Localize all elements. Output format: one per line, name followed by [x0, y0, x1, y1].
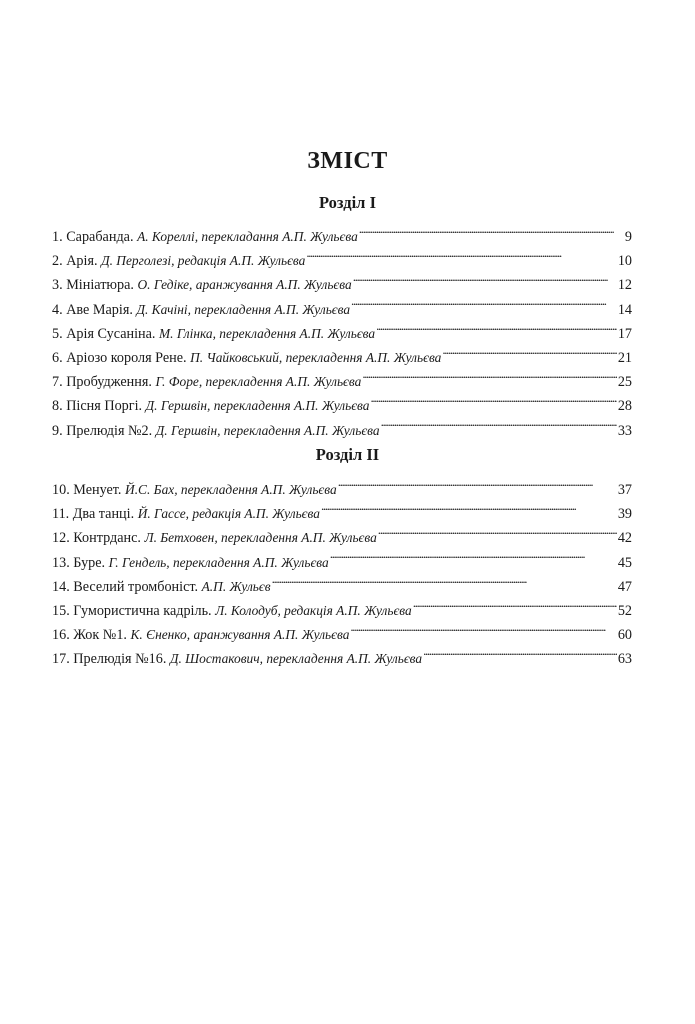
entry-page: 9: [624, 229, 632, 245]
entry-title: 15. Гумористична кадріль.: [52, 602, 212, 619]
entry-author: А.П. Жульєв: [201, 578, 271, 594]
toc-entry[interactable]: [52, 273, 632, 297]
entry-author: Д. Качіні, перекладення А.П. Жульєва: [136, 301, 351, 317]
entry-author: К. Єненко, аранжування А.П. Жульєва: [130, 627, 350, 643]
entry-author: О. Гедіке, аранжування А.П. Жульєва: [137, 277, 352, 293]
toc-entry[interactable]: [52, 599, 632, 623]
toc-entry[interactable]: [52, 370, 632, 394]
entry-page: 33: [617, 422, 632, 439]
toc-list-section-2: [52, 478, 632, 672]
entry-page: 45: [617, 554, 632, 571]
dot-leader: [376, 324, 617, 338]
entry-author: Й.С. Бах, перекладення А.П. Жульєва: [125, 482, 337, 497]
entry-page: 37: [617, 482, 632, 498]
entry-title: 8. Пісня Поргі.: [52, 398, 143, 415]
toc-entry[interactable]: [52, 478, 632, 502]
entry-page: 42: [617, 530, 632, 547]
page-title: ЗМІСТ: [307, 148, 388, 174]
dot-leader: [413, 601, 617, 615]
entry-title: 9. Прелюдія №2.: [52, 422, 153, 439]
entry-title: 17. Прелюдія №16.: [52, 651, 167, 668]
entry-title: 3. Мініатюра.: [52, 277, 134, 294]
toc-entry[interactable]: [52, 225, 632, 249]
entry-title: 16. Жок №1.: [52, 627, 127, 644]
dot-leader: [362, 372, 616, 386]
dot-leader: [423, 649, 617, 663]
entry-title: 14. Веселий тромбоніст.: [52, 578, 199, 595]
toc-entry[interactable]: [52, 249, 632, 273]
entry-author: Л. Колодуб, редакція А.П. Жульєва: [215, 602, 412, 618]
entry-title: 10. Менует.: [52, 482, 122, 498]
entry-author: П. Чайковський, перекладення А.П. Жульєва: [190, 349, 442, 365]
entry-author: А. Кореллі, перекладання А.П. Жульєва: [137, 229, 358, 244]
dot-leader: [351, 299, 617, 313]
toc-entry[interactable]: [52, 298, 632, 322]
entry-author: Г. Гендель, перекладення А.П. Жульєва: [108, 554, 329, 570]
entry-page: 39: [617, 506, 632, 523]
entry-title: 6. Аріозо короля Рене.: [52, 349, 187, 366]
entry-page: 47: [617, 578, 632, 595]
entry-page: 21: [617, 349, 632, 366]
entry-author: Д. Перголезі, редакція А.П. Жульєва: [101, 253, 306, 269]
entry-author: Д. Гершвін, перекладення А.П. Жульєва: [145, 398, 370, 414]
section-heading-1: Розділ I: [319, 193, 376, 212]
entry-title: 12. Контрданс.: [52, 530, 141, 547]
entry-author: М. Глінка, перекладення А.П. Жульєва: [159, 325, 376, 341]
toc-entry[interactable]: [52, 502, 632, 526]
entry-author: Г. Форе, перекладення А.П. Жульєва: [155, 374, 362, 390]
entry-page: 60: [617, 627, 632, 644]
entry-page: 25: [617, 374, 632, 391]
entry-title: 5. Арія Сусаніна.: [52, 325, 156, 342]
dot-leader: [370, 396, 616, 410]
entry-author: Д. Гершвін, перекладення А.П. Жульєва: [155, 422, 380, 438]
toc-entry[interactable]: [52, 551, 632, 575]
entry-title: 7. Пробудження.: [52, 374, 152, 391]
toc-entry[interactable]: [52, 419, 632, 443]
dot-leader: [353, 275, 617, 289]
toc-entry[interactable]: [52, 394, 632, 418]
entry-page: 63: [617, 651, 632, 668]
entry-page: 52: [617, 602, 632, 619]
toc-entry[interactable]: [52, 526, 632, 550]
toc-entry[interactable]: [52, 623, 632, 647]
toc-entry[interactable]: [52, 647, 632, 671]
entry-title: 13. Буре.: [52, 554, 106, 571]
toc-entry[interactable]: [52, 322, 632, 346]
dot-leader: [359, 227, 624, 241]
dot-leader: [378, 528, 617, 542]
dot-leader: [338, 480, 617, 494]
toc-entry[interactable]: [52, 575, 632, 599]
dot-leader: [330, 552, 617, 566]
entry-author: Л. Бетховен, перекладення А.П. Жульєва: [144, 530, 377, 546]
entry-author: Й. Гассе, редакція А.П. Жульєва: [137, 506, 320, 522]
dot-leader: [321, 504, 617, 518]
dot-leader: [272, 577, 617, 591]
entry-title: 2. Арія.: [52, 253, 98, 270]
entry-title: 1. Сарабанда.: [52, 229, 134, 245]
entry-page: 10: [617, 253, 632, 270]
toc-entry[interactable]: [52, 346, 632, 370]
entry-page: 17: [617, 325, 632, 342]
dot-leader: [442, 348, 616, 362]
dot-leader: [306, 251, 616, 265]
entry-title: 4. Аве Марія.: [52, 301, 133, 318]
entry-page: 28: [617, 398, 632, 415]
dot-leader: [381, 420, 617, 434]
entry-page: 12: [617, 277, 632, 294]
toc-list-section-1: [52, 225, 632, 443]
entry-title: 11. Два танці.: [52, 506, 135, 523]
entry-page: 14: [617, 301, 632, 318]
dot-leader: [350, 625, 616, 639]
entry-author: Д. Шостакович, перекладення А.П. Жульєва: [169, 651, 423, 667]
section-heading-2: Розділ II: [315, 445, 380, 464]
